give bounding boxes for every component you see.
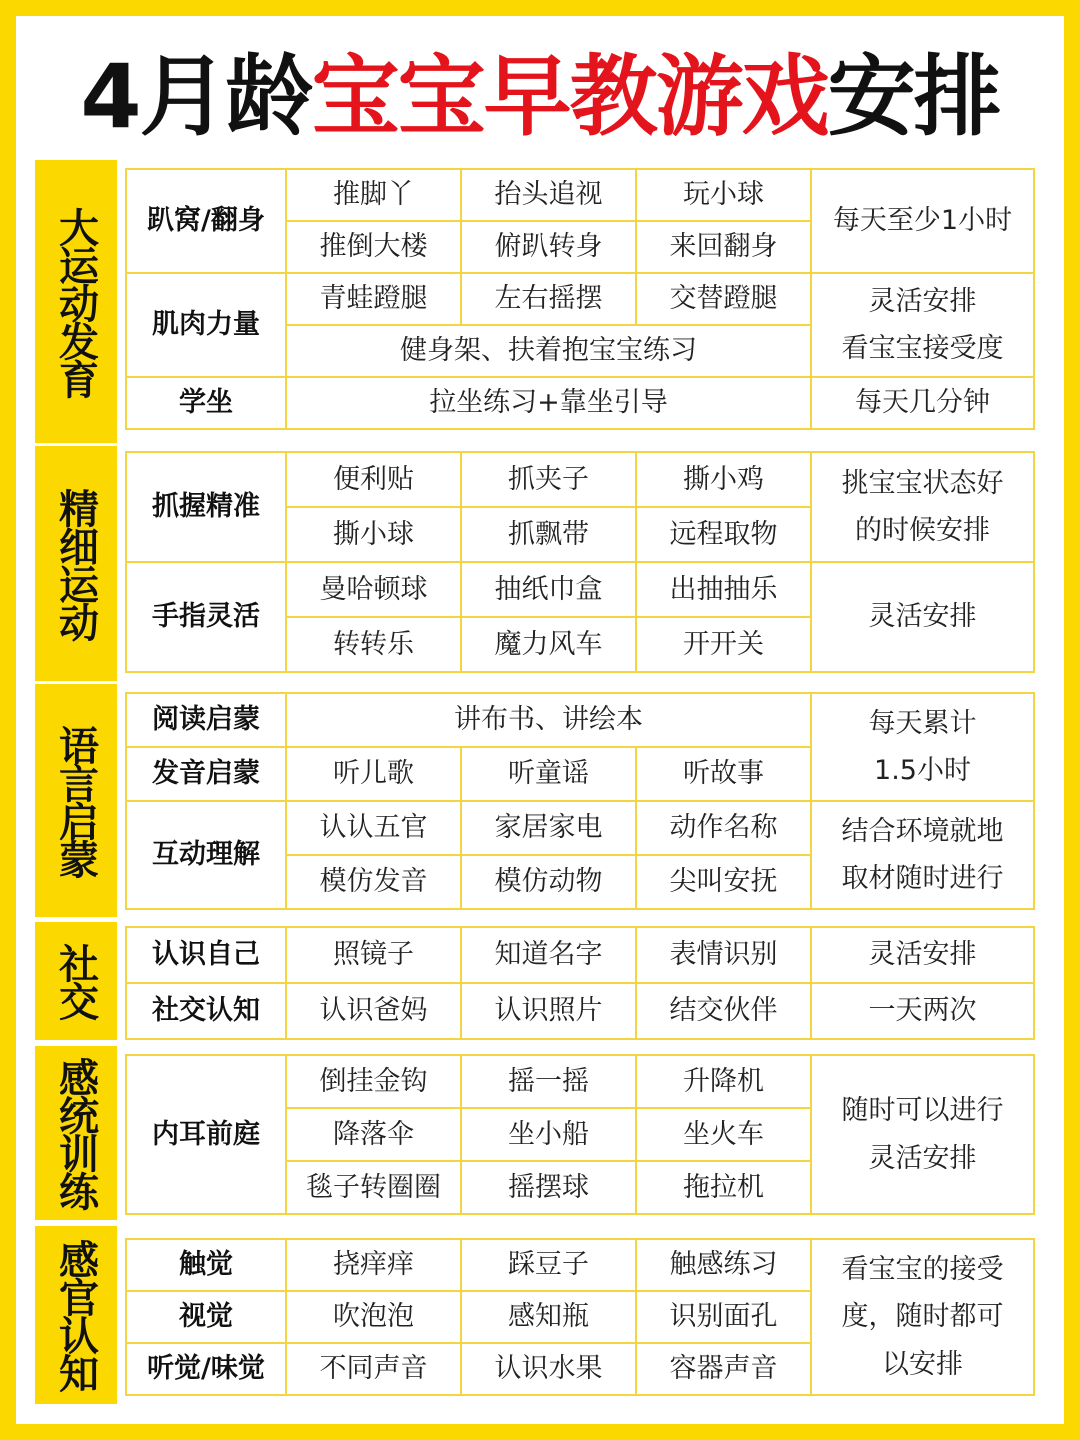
activity-cell: 抓夹子 <box>461 452 636 507</box>
activity-cell-wide: 拉坐练习+靠坐引导 <box>286 377 811 429</box>
subcategory-cell: 学坐 <box>126 377 286 429</box>
subcategory-cell: 视觉 <box>126 1291 286 1343</box>
activity-cell: 踩豆子 <box>461 1239 636 1291</box>
activity-cell: 倒挂金钩 <box>286 1055 461 1108</box>
activity-cell: 远程取物 <box>636 507 811 562</box>
subcategory-cell: 社交认知 <box>126 983 286 1039</box>
note-cell: 每天至少1小时 <box>811 169 1034 273</box>
activity-cell: 听童谣 <box>461 747 636 801</box>
title-part2: 安排 <box>827 45 1000 148</box>
note-cell: 结合环境就地 取材随时进行 <box>811 801 1034 909</box>
table-row <box>126 1239 1034 1291</box>
activity-cell: 结交伙伴 <box>636 983 811 1039</box>
subcategory-cell: 内耳前庭 <box>126 1055 286 1214</box>
activity-cell: 俯趴转身 <box>461 221 636 273</box>
activity-cell: 挠痒痒 <box>286 1239 461 1291</box>
table-row <box>126 693 1034 747</box>
table-sensory-integration <box>125 1054 1035 1215</box>
activity-cell: 坐火车 <box>636 1108 811 1161</box>
activity-cell: 动作名称 <box>636 801 811 855</box>
activity-cell: 撕小鸡 <box>636 452 811 507</box>
table-row <box>126 801 1034 855</box>
activity-cell: 照镜子 <box>286 927 461 983</box>
section-label-gross-motor: 大运动发育 <box>35 160 117 443</box>
section-label-fine-motor: 精细运动 <box>35 446 117 681</box>
activity-cell: 抓飘带 <box>461 507 636 562</box>
note-cell: 灵活安排 <box>811 562 1034 672</box>
activity-cell: 出抽抽乐 <box>636 562 811 617</box>
table-row <box>126 452 1034 507</box>
activity-cell: 家居家电 <box>461 801 636 855</box>
activity-cell: 抬头追视 <box>461 169 636 221</box>
subcategory-cell: 互动理解 <box>126 801 286 909</box>
table-row <box>126 1055 1034 1108</box>
activity-cell: 知道名字 <box>461 927 636 983</box>
subcategory-cell: 阅读启蒙 <box>126 693 286 747</box>
table-row <box>126 562 1034 617</box>
activity-cell: 认识爸妈 <box>286 983 461 1039</box>
subcategory-cell: 发音启蒙 <box>126 747 286 801</box>
activity-cell: 感知瓶 <box>461 1291 636 1343</box>
section-label-sensory-integration: 感统训练 <box>35 1046 117 1220</box>
activity-cell: 来回翻身 <box>636 221 811 273</box>
activity-cell: 转转乐 <box>286 617 461 672</box>
activity-cell-wide: 讲布书、讲绘本 <box>286 693 811 747</box>
activity-cell: 推脚丫 <box>286 169 461 221</box>
activity-cell: 识别面孔 <box>636 1291 811 1343</box>
title-part1: 4月龄 <box>80 45 312 148</box>
activity-cell: 拖拉机 <box>636 1161 811 1214</box>
table-language <box>125 692 1035 910</box>
subcategory-cell: 手指灵活 <box>126 562 286 672</box>
activity-cell: 抽纸巾盒 <box>461 562 636 617</box>
activity-cell: 撕小球 <box>286 507 461 562</box>
note-cell: 每天几分钟 <box>811 377 1034 429</box>
activity-cell: 青蛙蹬腿 <box>286 273 461 325</box>
subcategory-cell: 趴窝/翻身 <box>126 169 286 273</box>
section-label-language: 语言启蒙 <box>35 684 117 917</box>
title-highlight: 宝宝早教游戏 <box>311 45 828 148</box>
activity-cell: 触感练习 <box>636 1239 811 1291</box>
activity-cell: 推倒大楼 <box>286 221 461 273</box>
table-row <box>126 169 1034 221</box>
activity-cell: 坐小船 <box>461 1108 636 1161</box>
activity-cell: 玩小球 <box>636 169 811 221</box>
note-cell: 看宝宝的接受 度，随时都可 以安排 <box>811 1239 1034 1395</box>
activity-cell: 认识水果 <box>461 1343 636 1395</box>
activity-cell: 听儿歌 <box>286 747 461 801</box>
activity-cell: 摇一摇 <box>461 1055 636 1108</box>
activity-cell: 降落伞 <box>286 1108 461 1161</box>
activity-cell: 容器声音 <box>636 1343 811 1395</box>
activity-cell: 左右摇摆 <box>461 273 636 325</box>
activity-cell: 听故事 <box>636 747 811 801</box>
activity-cell: 摇摆球 <box>461 1161 636 1214</box>
table-sensory-cognition <box>125 1238 1035 1396</box>
subcategory-cell: 抓握精准 <box>126 452 286 562</box>
activity-cell: 模仿发音 <box>286 855 461 909</box>
activity-cell: 认认五官 <box>286 801 461 855</box>
activity-cell: 开开关 <box>636 617 811 672</box>
subcategory-cell: 认识自己 <box>126 927 286 983</box>
table-row <box>126 273 1034 325</box>
activity-cell: 不同声音 <box>286 1343 461 1395</box>
table-row <box>126 377 1034 429</box>
subcategory-cell: 肌肉力量 <box>126 273 286 377</box>
note-cell: 挑宝宝状态好 的时候安排 <box>811 452 1034 562</box>
note-cell: 一天两次 <box>811 983 1034 1039</box>
section-label-sensory-cognition: 感官认知 <box>35 1226 117 1404</box>
activity-cell: 表情识别 <box>636 927 811 983</box>
activity-cell: 尖叫安抚 <box>636 855 811 909</box>
activity-cell: 交替蹬腿 <box>636 273 811 325</box>
note-cell: 灵活安排 <box>811 927 1034 983</box>
table-row <box>126 983 1034 1039</box>
activity-cell: 曼哈顿球 <box>286 562 461 617</box>
activity-cell: 吹泡泡 <box>286 1291 461 1343</box>
note-cell: 灵活安排 看宝宝接受度 <box>811 273 1034 377</box>
activity-cell: 便利贴 <box>286 452 461 507</box>
note-cell: 随时可以进行 灵活安排 <box>811 1055 1034 1214</box>
subcategory-cell: 触觉 <box>126 1239 286 1291</box>
note-cell: 每天累计 1.5小时 <box>811 693 1034 801</box>
table-fine-motor <box>125 451 1035 673</box>
activity-cell: 模仿动物 <box>461 855 636 909</box>
activity-cell: 毯子转圈圈 <box>286 1161 461 1214</box>
activity-cell: 升降机 <box>636 1055 811 1108</box>
table-gross-motor <box>125 168 1035 430</box>
activity-cell: 魔力风车 <box>461 617 636 672</box>
page-title <box>0 42 1080 152</box>
section-label-social: 社交 <box>35 922 117 1040</box>
subcategory-cell: 听觉/味觉 <box>126 1343 286 1395</box>
table-social <box>125 926 1035 1040</box>
activity-cell: 认识照片 <box>461 983 636 1039</box>
table-row <box>126 927 1034 983</box>
activity-cell-wide: 健身架、扶着抱宝宝练习 <box>286 325 811 377</box>
